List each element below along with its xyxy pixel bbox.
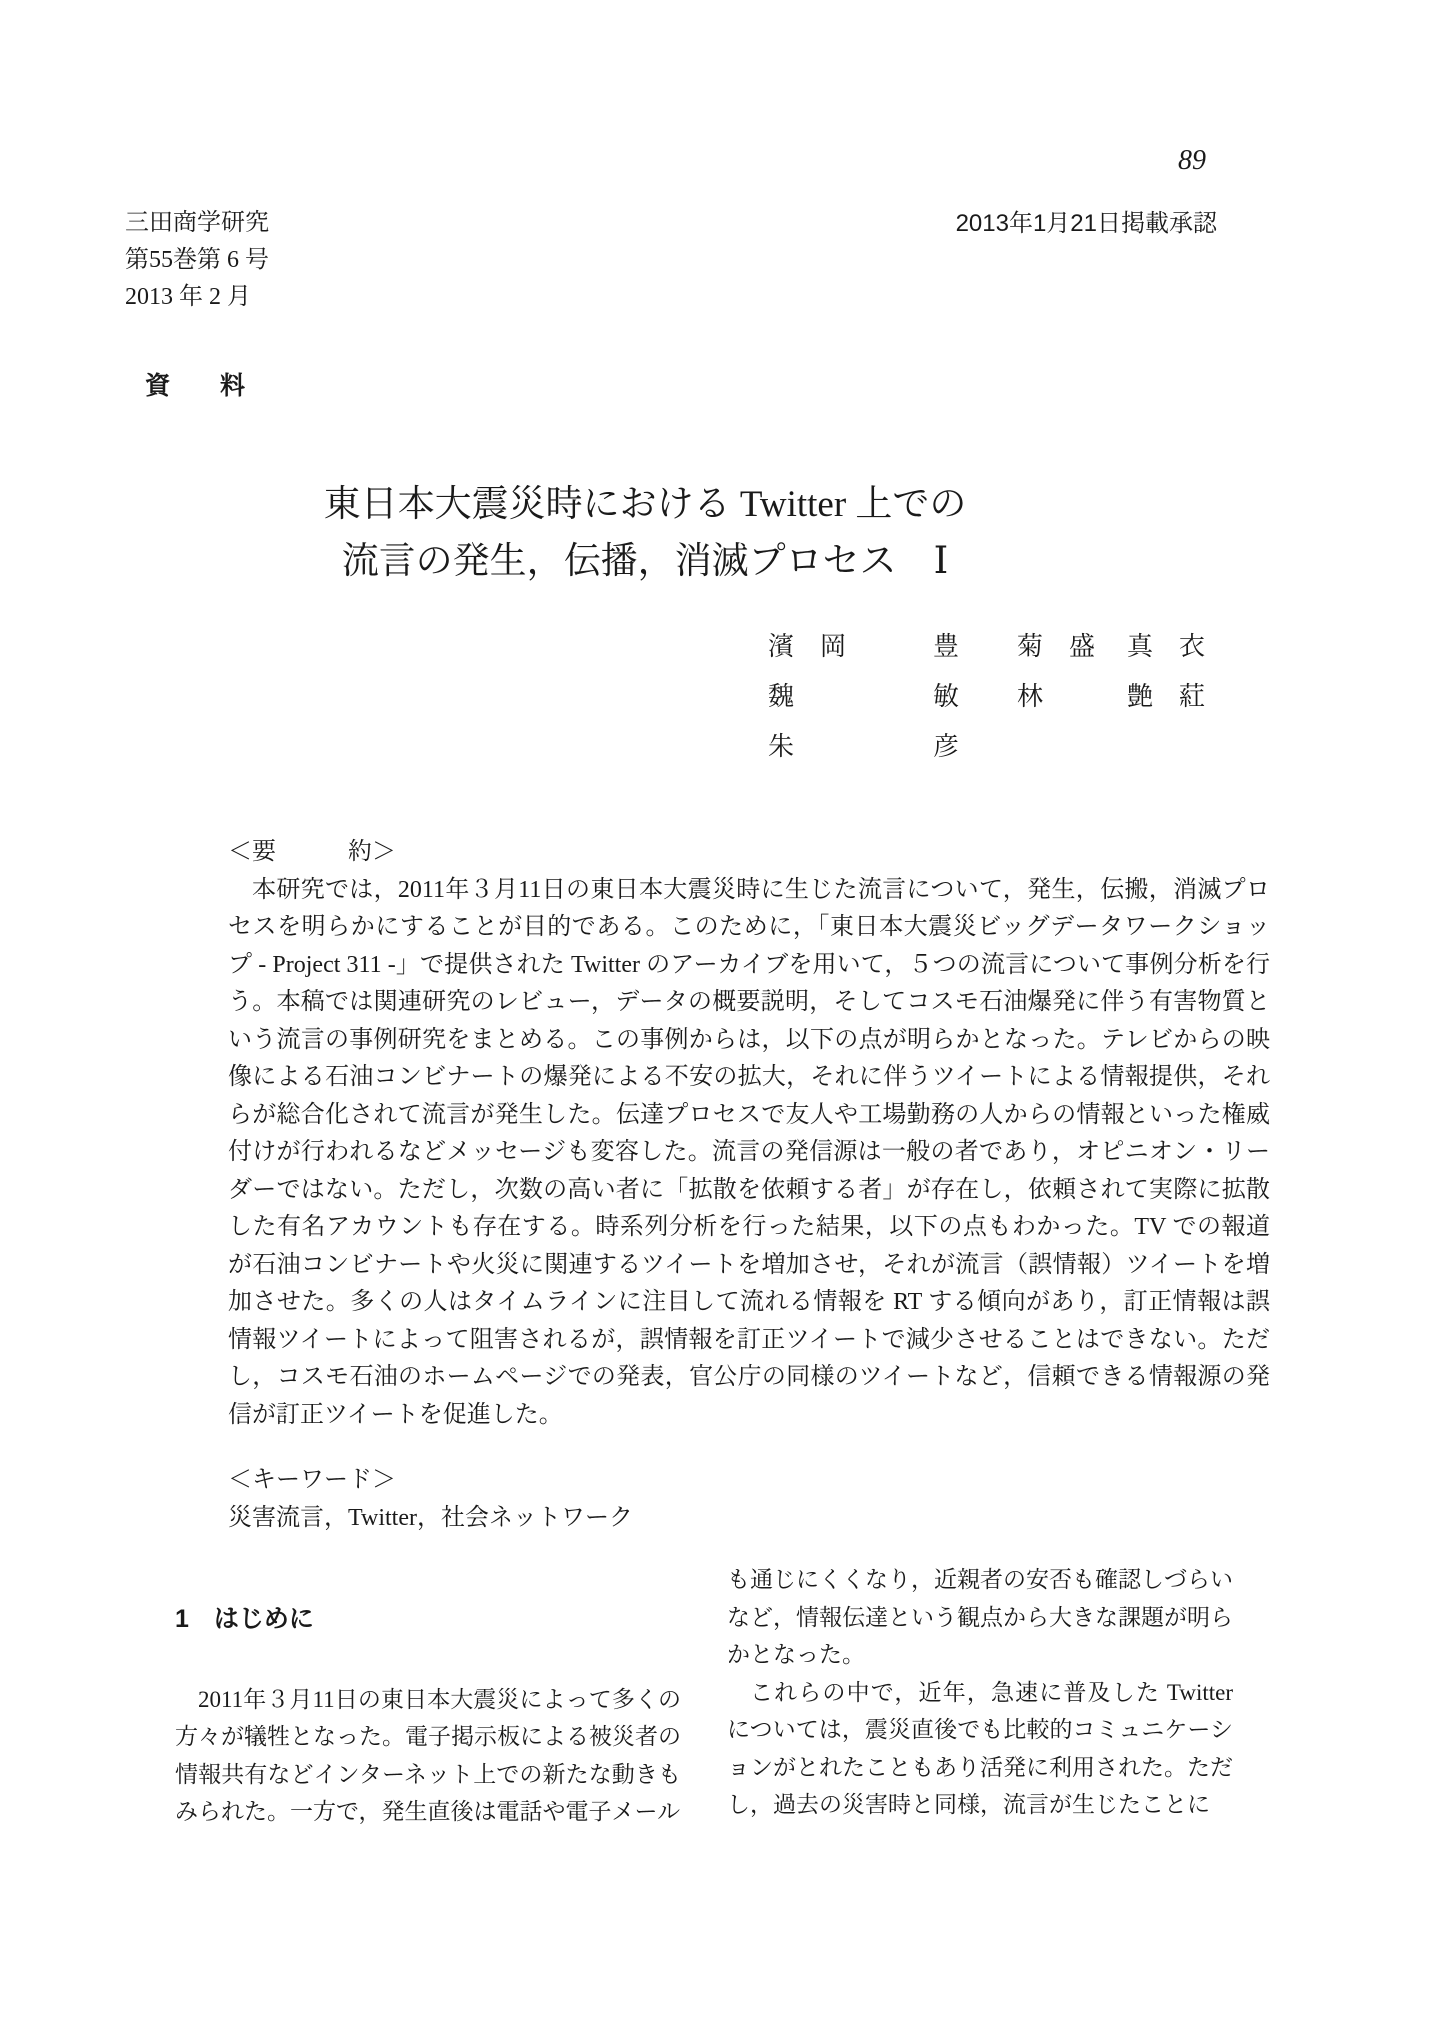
approval-note: 2013年1月21日掲載承認 (955, 210, 1217, 237)
author-name (1127, 722, 1217, 772)
journal-info (125, 205, 269, 316)
author-name: 朱 (768, 732, 795, 761)
journal-name: 三田商学研究 (125, 210, 269, 236)
journal-header (125, 0, 1217, 316)
paper-title-line-2: 流言の発生，伝播，消滅プロセス Ⅰ (341, 541, 949, 582)
paper-title-line-1: 東日本大震災時における Twitter 上での (323, 484, 967, 525)
section-1-paragraph-right-2: これらの中で，近年，急速に普及した Twitter については，震災直後でも比較的コミュニケーションがとれたこともあり活発に利用された。ただし，過去の災害時と同様，流言が生じたことに (727, 1679, 1233, 1817)
authors-block (768, 622, 1217, 772)
author-name: 魏 (768, 682, 795, 711)
abstract-section (228, 834, 1270, 1434)
left-column (175, 1561, 681, 1831)
author-name: 艶 葒 (1127, 682, 1206, 711)
abstract-heading: ＜要 約＞ (228, 839, 396, 865)
author-name: 彦 (933, 732, 960, 761)
author-name: 豊 (933, 632, 960, 661)
author-name: 菊 盛 (1017, 632, 1096, 661)
keywords-section (228, 1462, 1434, 1537)
page-number: 89 (1178, 145, 1206, 176)
author-name: 真 衣 (1127, 632, 1206, 661)
author-name: 濱 岡 (768, 632, 847, 661)
abstract-body: 本研究では，2011年３月11日の東日本大震災時に生じた流言について，発生，伝搬，消滅プロセスを明らかにすることが目的である。このために，「東日本大震災ビッグデータワークショップ - Project 311 -」で提供された Twitter のアーカイブを用いて，５つの流言について事例分析を行う。本稿では関連研究のレビュー，データの概要説明，そしてコスモ石油爆発に伴う有害物質という流言の事例研究をまとめる。この事例からは，以下の点が明らかとなった。テレビからの映像による石油コンビナートの爆発による不安の拡大，それに伴うツイートによる情報提供，それらが総合化されて流言が発生した。伝達プロセスで友人や工場勤務の人からの情報といった権威付けが行われるなどメッセージも変容した。流言の発信源は一般の者であり，オピニオン・リーダーではない。ただし，次数の高い者に「拡散を依頼する者」が存在し，依頼されて実際に拡散した有名アカウントも存在する。時系列分析を行った結果，以下の点もわかった。TV での報道が石油コンビナートや火災に関連するツイートを増加させ，それが流言（誤情報）ツイートを増加させた。多くの人はタイムラインに注目して流れる情報を RT する傾向があり，訂正情報は誤情報ツイートによって阻害されるが，誤情報を訂正ツイートで減少させることはできない。ただし，コスモ石油のホームページでの発表，官公庁の同様のツイートなど，信頼できる情報源の発信が訂正ツイートを促進した。 (228, 876, 1270, 1428)
section-1-paragraph-left: 2011年３月11日の東日本大震災によって多くの方々が犠牲となった。電子掲示板による被災者の情報共有などインターネット上での新たな動きもみられた。一方で，発生直後は電話や電子メール (175, 1686, 681, 1824)
body-columns (175, 1561, 1233, 1831)
keywords-list: 災害流言，Twitter，社会ネットワーク (228, 1504, 633, 1531)
author-name: 林 (1017, 682, 1044, 711)
section-1-heading: 1 はじめに (175, 1605, 314, 1633)
right-column (727, 1561, 1233, 1831)
author-name (1017, 722, 1127, 772)
section-1-paragraph-right-1: も通じにくくなり，近親者の安否も確認しづらいなど，情報伝達という観点から大きな課題が明らかとなった。 (727, 1567, 1233, 1667)
author-name: 敏 (933, 682, 960, 711)
doc-type-label: 資 料 (145, 372, 246, 400)
journal-volume: 第55巻第 6 号 (125, 247, 269, 273)
journal-date: 2013 年 2 月 (125, 284, 251, 310)
paper-title (125, 476, 1165, 590)
keywords-heading: ＜キーワード＞ (228, 1467, 396, 1493)
